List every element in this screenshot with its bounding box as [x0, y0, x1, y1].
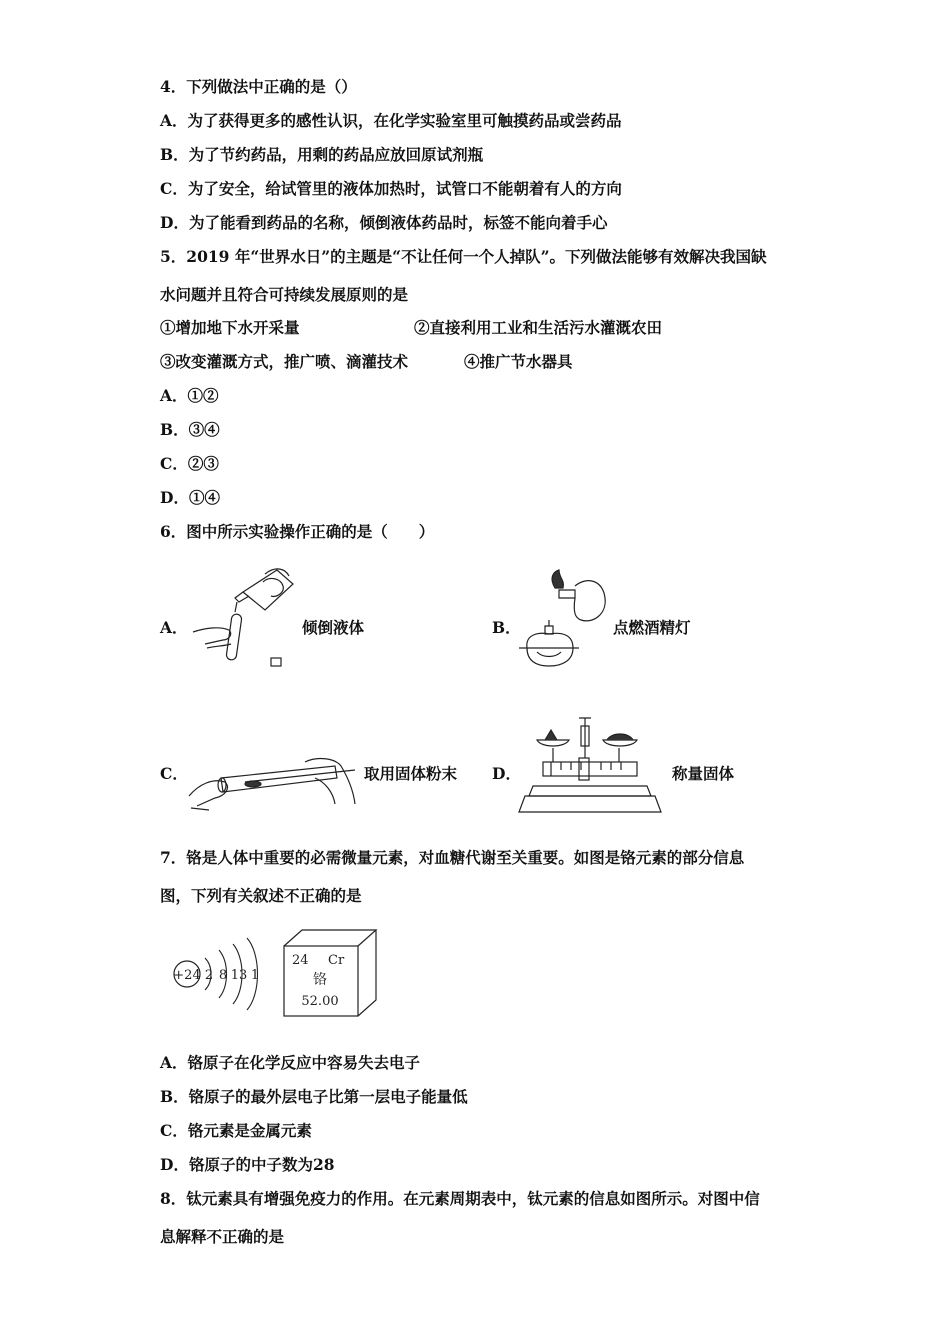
- weighing-solid-balance-illustration: [515, 714, 665, 814]
- q6-a-letter: A．: [160, 618, 188, 637]
- q5-stem-line1: 5．2019 年“世界水日”的主题是“不让任何一个人掉队”。下列做法能够有效解决我国缺: [160, 247, 767, 266]
- q6-c-letter: C．: [160, 764, 188, 783]
- q8-stem-line2: 息解释不正确的是: [160, 1227, 285, 1246]
- q5-item-2: ②直接利用工业和生活污水灌溉农田: [414, 318, 663, 337]
- shell-4-count: 1: [250, 968, 260, 983]
- q6-b-caption: 点燃酒精灯: [613, 618, 691, 637]
- q7-option-c: C．铬元素是金属元素: [160, 1121, 312, 1140]
- q6-b-letter: B．: [492, 618, 521, 637]
- q6-d-letter: D．: [492, 764, 521, 783]
- q6-stem: 6．图中所示实验操作正确的是（ ）: [160, 522, 435, 541]
- q7-option-b: B．铬原子的最外层电子比第一层电子能量低: [160, 1087, 468, 1106]
- q4-option-b: B．为了节约药品，用剩的药品应放回原试剂瓶: [160, 145, 484, 164]
- pouring-liquid-illustration: [185, 562, 300, 672]
- q8-stem-line1: 8．钛元素具有增强免疫力的作用。在元素周期表中，钛元素的信息如图所示。对图中信: [160, 1189, 760, 1208]
- q5-option-d: D．①④: [160, 488, 220, 507]
- q5-option-b: B．③④: [160, 420, 220, 439]
- shell-1-count: 2: [204, 968, 214, 983]
- q5-option-a: A．①②: [160, 386, 219, 405]
- shell-2-count: 8: [218, 968, 228, 983]
- nucleus-charge: +24: [173, 968, 201, 983]
- q4-option-a: A．为了获得更多的感性认识，在化学实验室里可触摸药品或尝药品: [160, 111, 622, 130]
- lighting-alcohol-lamp-illustration: [515, 568, 610, 673]
- atomic-mass: 52.00: [301, 994, 339, 1009]
- q4-stem: 4．下列做法中正确的是（）: [160, 77, 357, 96]
- chromium-atom-structure-diagram: [165, 932, 270, 1017]
- q4-option-c: C．为了安全，给试管里的液体加热时，试管口不能朝着有人的方向: [160, 179, 622, 198]
- q7-option-d: D．铬原子的中子数为28: [160, 1155, 335, 1174]
- q5-option-c: C．②③: [160, 454, 219, 473]
- q5-item-3: ③改变灌溉方式，推广喷、滴灌技术: [160, 352, 409, 371]
- q5-item-4: ④推广节水器具: [464, 352, 573, 371]
- q6-d-caption: 称量固体: [672, 764, 735, 783]
- element-name: 铬: [313, 972, 327, 988]
- q7-stem-line1: 7．铬是人体中重要的必需微量元素，对血糖代谢至关重要。如图是铬元素的部分信息: [160, 848, 745, 867]
- q5-stem-line2: 水问题并且符合可持续发展原则的是: [160, 285, 409, 304]
- q7-stem-line2: 图，下列有关叙述不正确的是: [160, 886, 362, 905]
- q4-option-d: D．为了能看到药品的名称，倾倒液体药品时，标签不能向着手心: [160, 213, 608, 232]
- q5-item-1: ①增加地下水开采量: [160, 318, 300, 337]
- q7-option-a: A．铬原子在化学反应中容易失去电子: [160, 1053, 421, 1072]
- q6-c-caption: 取用固体粉末: [364, 764, 458, 783]
- shell-3-count: 13: [230, 968, 248, 983]
- taking-solid-powder-illustration: [185, 748, 360, 818]
- element-symbol: Cr: [328, 953, 345, 968]
- chromium-element-cell: [280, 926, 380, 1020]
- q6-a-caption: 倾倒液体: [302, 618, 365, 637]
- atomic-number: 24: [292, 953, 309, 968]
